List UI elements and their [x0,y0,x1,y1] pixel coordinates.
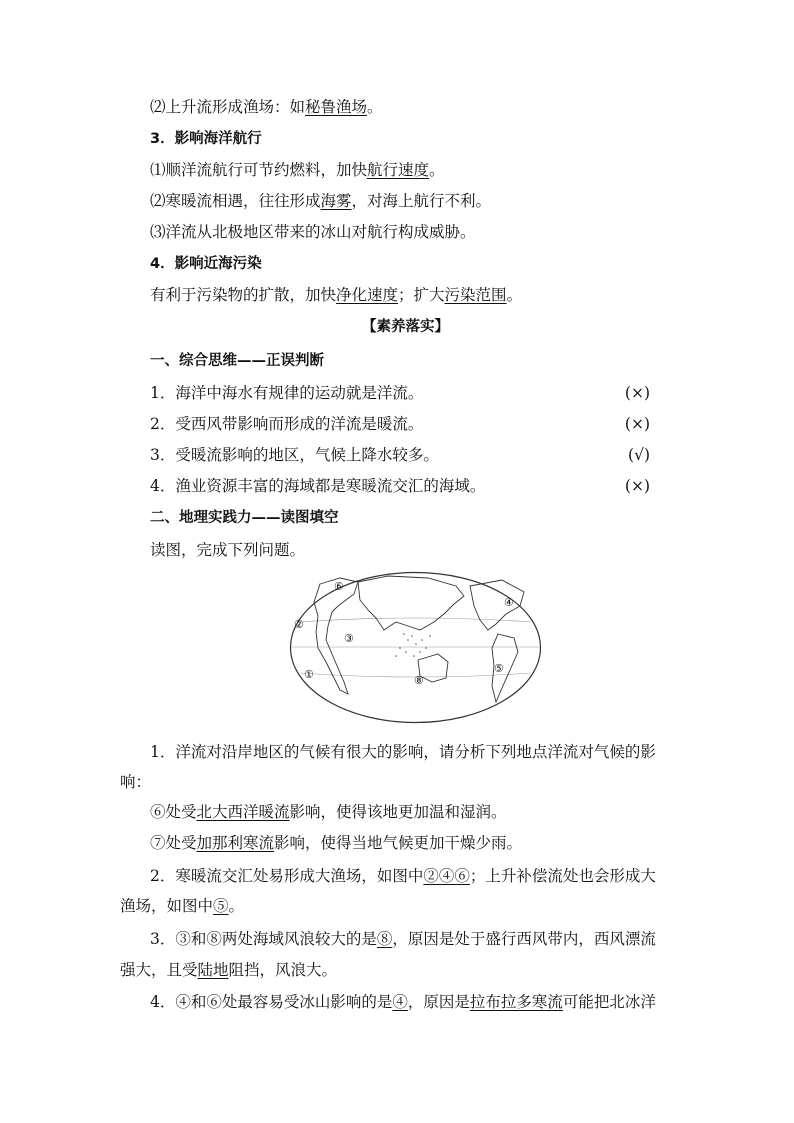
judge-item: 1．海洋中海水有规律的运动就是洋流。 (×) [150,384,650,402]
judge-mark: (√) [628,446,650,464]
map-instruction: 读图，完成下列问题。 [150,541,306,559]
judge-item: 4．渔业资源丰富的海域都是寒暖流交汇的海域。 (×) [150,477,650,495]
judge-mark: (×) [624,477,650,495]
item-nav-2: ⑵寒暖流相遇，往往形成海雾，对海上航行不利。 [150,192,492,210]
question-1: 1．洋流对沿岸地区的气候有很大的影响，请分析下列地点洋流对气候的影 [150,743,656,761]
map-label: ② [294,618,304,631]
map-label: ③ [344,632,354,645]
heading-pollution: 4．影响近海污染 [150,256,262,272]
map-label: ⑧ [414,674,424,687]
question-2-cont: 渔场，如图中⑤。 [120,897,245,915]
item-pollution: 有利于污染物的扩散，加快净化速度；扩大污染范围。 [150,286,523,304]
item-nav-3: ⑶洋流从北极地区带来的冰山对航行构成威胁。 [150,223,476,241]
section-title: 【素养落实】 [362,319,449,335]
item-upwelling-fishery: ⑵上升流形成渔场：如秘鲁渔场。 [150,98,383,116]
map-label: ④ [504,596,514,609]
map-outline [291,573,541,723]
question-1-cont: 响： [120,773,152,791]
answer-1b: ⑦处受加那利寒流影响，使得当地气候更加干燥少雨。 [150,834,523,852]
question-2: 2．寒暖流交汇处易形成大渔场，如图中②④⑥；上升补偿流处也会形成大 [150,867,656,885]
answer-peru-fishery: 秘鲁渔场 [305,98,368,116]
map-label: ① [304,668,314,681]
answer-1a: ⑥处受北大西洋暖流影响，使得该地更加温和湿润。 [150,803,507,821]
judge-item: 3．受暖流影响的地区，气候上降水较多。 (√) [150,446,650,464]
question-4: 4．④和⑥处最容易受冰山影响的是④，原因是拉布拉多寒流可能把北冰洋 [150,993,656,1011]
judge-mark: (×) [624,415,650,433]
map-label: ⑥ [334,580,344,593]
world-ocean-current-map [288,570,543,725]
judge-item: 2．受西风带影响而形成的洋流是暖流。 (×) [150,415,650,433]
judge-mark: (×) [624,384,650,402]
part2-heading: 二、地理实践力——读图填空 [150,510,339,526]
part1-heading: 一、综合思维——正误判断 [150,353,324,369]
item-nav-1: ⑴顺洋流航行可节约燃料，加快航行速度。 [150,161,445,179]
question-3: 3．③和⑧两处海域风浪较大的是⑧，原因是处于盛行西风带内，西风漂流 [150,930,656,948]
map-label: ⑤ [494,662,504,675]
heading-navigation: 3．影响海洋航行 [150,131,262,147]
question-3-cont: 强大，且受陆地阻挡，风浪大。 [120,961,338,979]
